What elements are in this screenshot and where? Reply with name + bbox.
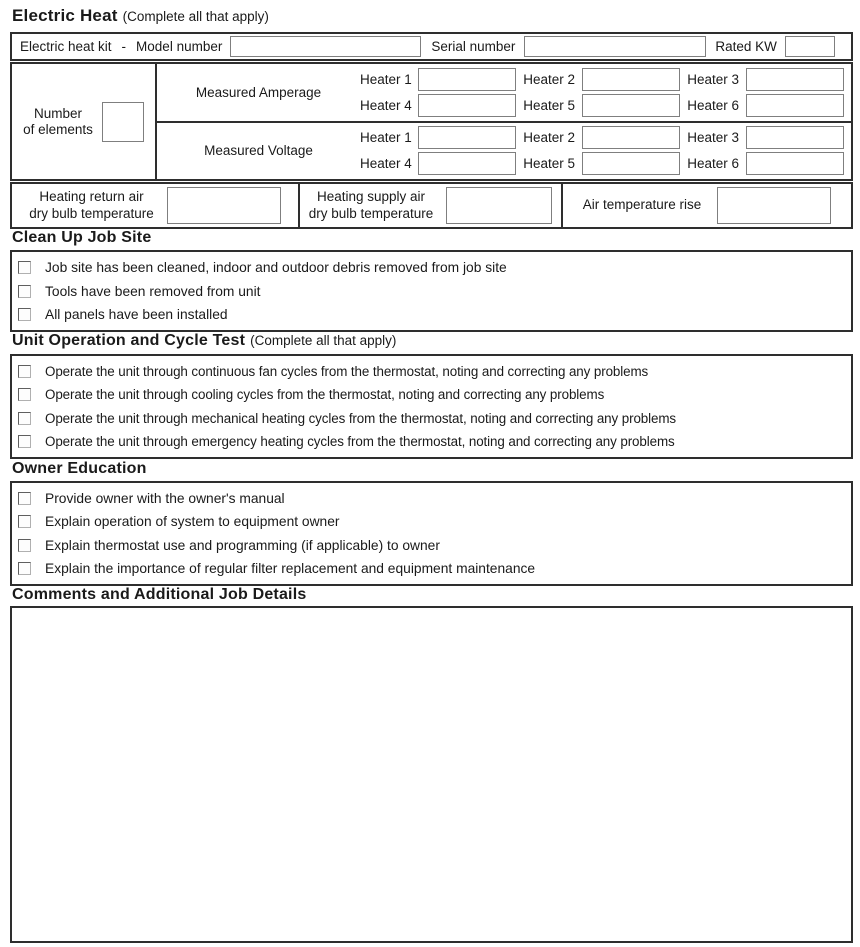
temperatures-row <box>10 182 853 229</box>
voltage-row-2 <box>360 152 851 176</box>
comments-box[interactable] <box>10 606 853 943</box>
owner-education-item <box>12 561 851 576</box>
voltage-heater-5-input[interactable] <box>582 152 680 175</box>
amperage-row-2 <box>360 93 851 117</box>
clean-up-item <box>12 307 851 322</box>
measured-voltage-label: Measured Voltage <box>204 143 313 159</box>
measured-voltage-section <box>157 123 851 180</box>
unit-operation-item <box>12 434 851 449</box>
amperage-heater-6-input[interactable] <box>746 94 844 117</box>
unit-operation-heading <box>12 332 396 350</box>
voltage-heater-5-label: Heater 5 <box>523 156 575 172</box>
owner-item-label: Explain the importance of regular filter replacement and equipment maintenance <box>45 560 536 576</box>
owner-education-item <box>12 491 851 506</box>
amperage-heater-5-input[interactable] <box>582 94 680 117</box>
cleanup-checkbox-2[interactable] <box>18 285 31 298</box>
amperage-heater-3-label: Heater 3 <box>687 71 739 87</box>
unitop-item-label: Operate the unit through cooling cycles from the thermostat, noting and correcting any problems <box>45 387 605 403</box>
amperage-heater-4-input[interactable] <box>418 94 516 117</box>
voltage-heater-3-label: Heater 3 <box>687 130 739 146</box>
unit-operation-subtitle: (Complete all that apply) <box>250 333 397 348</box>
voltage-heater-3-input[interactable] <box>746 126 844 149</box>
voltage-heater-4-input[interactable] <box>418 152 516 175</box>
voltage-row-1 <box>360 126 851 150</box>
model-number-input[interactable] <box>230 36 421 57</box>
amperage-heater-3-input[interactable] <box>746 68 844 91</box>
electric-heat-heading <box>12 6 269 26</box>
owner-education-item <box>12 514 851 529</box>
electric-heat-title: Electric Heat <box>12 6 118 25</box>
voltage-heater-2-input[interactable] <box>582 126 680 149</box>
unitop-item-label: Operate the unit through mechanical heating cycles from the thermostat, noting and correcting any problems <box>45 410 677 426</box>
amperage-heater-1-input[interactable] <box>418 68 516 91</box>
heat-kit-row <box>10 32 853 61</box>
clean-up-section <box>10 250 853 332</box>
amperage-heater-1-label: Heater 1 <box>360 71 412 87</box>
clean-up-item <box>12 260 851 275</box>
voltage-heater-6-label: Heater 6 <box>687 156 739 172</box>
unit-operation-title: Unit Operation and Cycle Test <box>12 332 246 349</box>
cleanup-item-label: All panels have been installed <box>45 306 228 322</box>
number-of-elements-input[interactable] <box>102 102 144 142</box>
measurements-grid <box>10 62 853 181</box>
air-temp-rise-input[interactable] <box>717 187 831 224</box>
unitop-item-label: Operate the unit through continuous fan cycles from the thermostat, noting and correcting any problems <box>45 364 649 380</box>
unit-operation-section <box>10 354 853 459</box>
cleanup-item-label: Job site has been cleaned, indoor and outdoor debris removed from job site <box>45 260 507 276</box>
voltage-heater-6-input[interactable] <box>746 152 844 175</box>
owner-item-label: Explain thermostat use and programming (if applicable) to owner <box>45 537 440 553</box>
voltage-heater-2-label: Heater 2 <box>523 130 575 146</box>
measured-amperage-section <box>157 64 851 123</box>
supply-air-label: Heating supply air dry bulb temperature <box>308 189 434 221</box>
owner-checkbox-2[interactable] <box>18 515 31 528</box>
owner-item-label: Provide owner with the owner's manual <box>45 491 285 507</box>
electric-heat-subtitle: (Complete all that apply) <box>122 9 269 24</box>
amperage-heater-2-input[interactable] <box>582 68 680 91</box>
return-air-temp-input[interactable] <box>167 187 281 224</box>
voltage-heater-1-label: Heater 1 <box>360 130 412 146</box>
return-air-label: Heating return air dry bulb temperature <box>29 189 154 221</box>
owner-checkbox-1[interactable] <box>18 492 31 505</box>
clean-up-item <box>12 284 851 299</box>
amperage-row-1 <box>360 67 851 91</box>
unitop-item-label: Operate the unit through emergency heating cycles from the thermostat, noting and correcting any problems <box>45 433 675 449</box>
supply-air-temp-input[interactable] <box>446 187 552 224</box>
air-temp-rise-label: Air temperature rise <box>582 197 702 213</box>
unitop-checkbox-3[interactable] <box>18 412 31 425</box>
voltage-heater-4-label: Heater 4 <box>360 156 412 172</box>
unit-operation-item <box>12 411 851 426</box>
number-of-elements-cell <box>12 64 157 179</box>
return-air-cell <box>12 184 300 227</box>
rated-kw-label: Rated KW <box>715 39 777 54</box>
supply-air-cell <box>300 184 563 227</box>
heat-kit-dash: - <box>121 39 127 54</box>
number-of-elements-label: Number of elements <box>23 105 93 137</box>
serial-number-label: Serial number <box>431 39 516 54</box>
amperage-heater-5-label: Heater 5 <box>523 97 575 113</box>
air-temp-rise-cell <box>563 184 851 227</box>
owner-education-section <box>10 481 853 586</box>
unit-operation-item <box>12 387 851 402</box>
voltage-heater-1-input[interactable] <box>418 126 516 149</box>
cleanup-checkbox-3[interactable] <box>18 308 31 321</box>
amperage-heater-6-label: Heater 6 <box>687 97 739 113</box>
owner-item-label: Explain operation of system to equipment owner <box>45 514 340 530</box>
model-number-label: Model number <box>136 39 223 54</box>
serial-number-input[interactable] <box>524 36 706 57</box>
comments-heading: Comments and Additional Job Details <box>12 586 307 603</box>
owner-checkbox-4[interactable] <box>18 562 31 575</box>
rated-kw-input[interactable] <box>785 36 835 57</box>
unitop-checkbox-1[interactable] <box>18 365 31 378</box>
unitop-checkbox-2[interactable] <box>18 388 31 401</box>
owner-education-item <box>12 538 851 553</box>
heat-kit-label: Electric heat kit <box>20 39 112 54</box>
cleanup-item-label: Tools have been removed from unit <box>45 283 261 299</box>
amperage-heater-2-label: Heater 2 <box>523 71 575 87</box>
amperage-heater-4-label: Heater 4 <box>360 97 412 113</box>
owner-education-heading: Owner Education <box>12 460 147 477</box>
unitop-checkbox-4[interactable] <box>18 435 31 448</box>
clean-up-heading: Clean Up Job Site <box>12 229 152 246</box>
measured-amperage-label: Measured Amperage <box>195 84 322 100</box>
unit-operation-item <box>12 364 851 379</box>
cleanup-checkbox-1[interactable] <box>18 261 31 274</box>
owner-checkbox-3[interactable] <box>18 539 31 552</box>
